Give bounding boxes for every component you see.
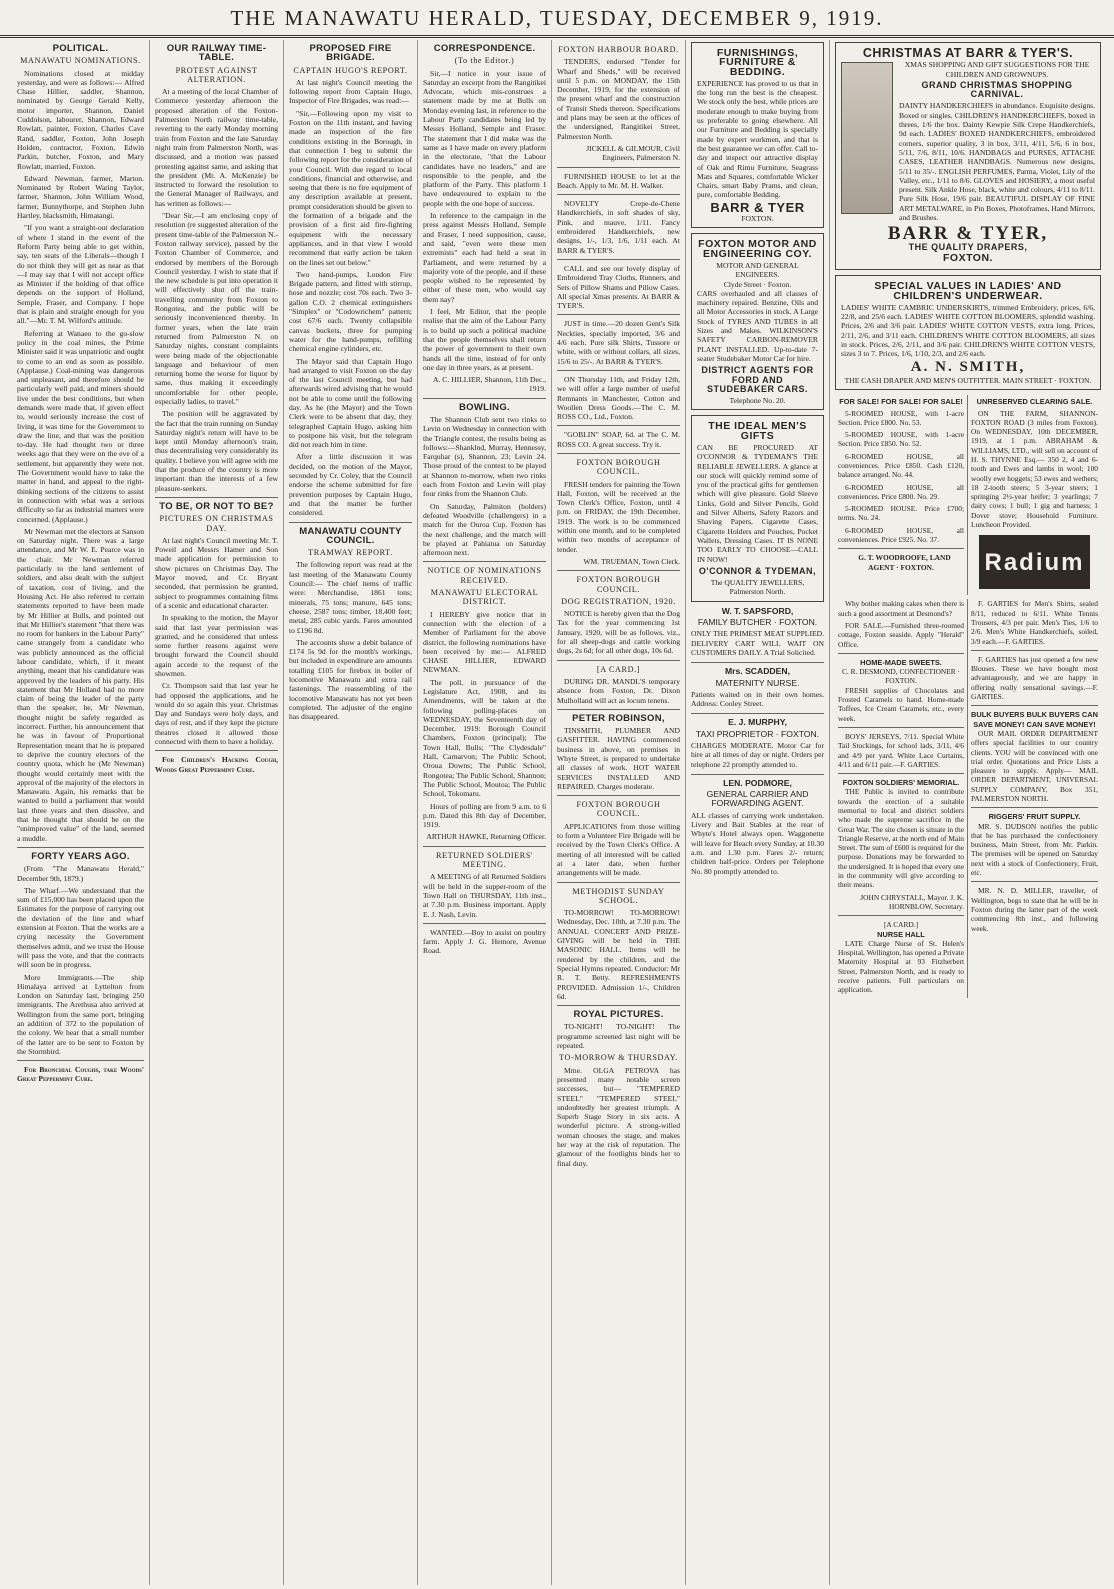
ad-body: ALL classes of carrying work undertaken. Livery and Bait Stables at the rear of Whyte's Hotel always open. Waggonette will leave for Beach every Sunday, at 10.30 a.m. and 1.30 p.m. Fares 2/- return; children half-price. Orders per Telephone No. 80 promptly attended to.	[691, 810, 824, 876]
divider	[838, 727, 964, 728]
article-paragraph: At a meeting of the local Chamber of Commerce yesterday afternoon the proposed alteration of the Foxton-Palmerston North railway time-table, reverting to the early Monday morning train from Foxton and the late Saturday night train from Palmerston North, was discussed, and a motion was passed protesting against same, and asking that the president (Mr. A. McKenzie) be instructed to forward the resolution to the General Manager of Railways, and has written as follows:—	[155, 87, 278, 208]
divider	[838, 653, 964, 654]
notice-heading: RETURNED SOLDIERS' MEETING.	[435, 850, 534, 870]
classified-ad: BOYS' JERSEYS, 7/11. Special White Tail Stockings, for school lads, 3/11, 4/6 and 4/9 per yard. White Lace Curtains, 4/11 and 6/11 pair.—F. GARTIES.	[838, 731, 964, 769]
section-heading: TO BE, OR NOT TO BE?	[159, 500, 274, 512]
card-heading: [A CARD.]	[596, 664, 641, 674]
article-paragraph: After a little discussion it was decided, on the motion of the Mayor, seconded by Cr. Coley, that the Council endorse the scheme submitted for fire prevention purposes by Captain Hugo, and that the matter be further considered.	[289, 452, 412, 518]
article-paragraph: The accounts show a debit balance of £174 5s 9d for the month's workings, but included in expenditure are amounts totalling £105 for firebox in boiler of locomotive Manawatu and extra rail fastenings. The reassembling of the locomotive Manawatu has not yet been completed. The adjuster of the engine has disappeared.	[289, 637, 412, 722]
article-paragraph: "Sir,—Following upon my visit to Foxton on the 11th instant, and having made an inspection of the fire conditions existing in the Borough, in that connection I beg to submit the following report for the consideration of your Council. With due regard to local conditions, financial and otherwise, and seeing that there is no fire equipment of any description available at present, prompt consideration should be given to the formation of a brigade and the provision of a first aid fire-fighting equipment with the necessary appliances, and in that view I would recommend that early action be taken on the lines set out below."	[289, 108, 412, 267]
signature: ARTHUR HAWKE, Returning Officer.	[426, 832, 546, 842]
divider	[838, 915, 964, 916]
divider	[557, 167, 680, 168]
article-paragraph: I feel, Mr Editor, that the people realise that the aim of the Labour Party is to build up such a political machine that the people themselves shall return the power of government to their own hands all the time, instead of for only one day in three years, as at present.	[423, 307, 546, 372]
ad-body: CHARGES MODERATE. Motor Car for hire at all times of day or night. Orders per telephone 22 promptly attended to.	[691, 741, 824, 769]
notice-heading: MANAWATU ELECTORAL DISTRICT.	[430, 588, 539, 607]
sale-section	[835, 395, 1101, 595]
santa-illustration	[841, 62, 893, 214]
divider	[971, 807, 1098, 808]
section-heading: MANAWATU COUNTY COUNCIL.	[299, 525, 402, 546]
ad-subtitle: FAMILY BUTCHER · FOXTON.	[697, 617, 818, 628]
lower-left-ads	[835, 599, 968, 997]
column-fire-brigade	[284, 40, 418, 1585]
classified-ad: JUST in time.—20 dozen Gent's Silk Neckties, specially imported, 3/6 and 4/6 each. Pure silk Shirts, Tussore or white, with or without collars, all sizes, 15/6 to 25/-. At BARR & TYER'S.	[557, 319, 680, 366]
section-heading: FORTY YEARS AGO.	[31, 850, 130, 862]
divider	[838, 773, 964, 774]
notice-paragraph: The poll, in pursuance of the Legislature Act, 1908, and its Amendments, will be taken at the following polling-places on WEDNESDAY, the Seventeenth day of December, 1919: Borough Council Chambers, Foxton (principal); The Town Hall, Bulls; "The Clydesdale" Hall, Carnarvon; The Public School, Oroua Downs; The Public School, Rongotea; The Public School, Shannon; The Public School, Moutoa; The Public School, Tokomaru.	[423, 677, 546, 799]
divider	[557, 370, 680, 371]
sale-listing: ON THE FARM, SHANNON-FOXTON ROAD (3 miles from Foxton). On WEDNESDAY, 10th DECEMBER, 1919, at 1 p.m. ABRAHAM & WILLIAMS, LTD., will sell on account of H. S. THYNNE Esq.— 350 2, 4 and 6-tooth and Ewes and lambs in wool; 100 woolly ewe hoggets; 53 ewes and wethers; 18 2-tooth steers; 5 3-year steers; 1 springing 2½-year heifer; 3 yearlings; 7 dairy cows; 1 bull; 1 gig and harness; 1 Dover stove; Household Furniture. Luncheon Provided.	[971, 408, 1098, 530]
divider	[423, 561, 546, 562]
section-heading: PROPOSED FIRE BRIGADE.	[309, 43, 392, 64]
ad-subtitle: MATERNITY NURSE.	[715, 677, 800, 688]
notice-heading: FOXTON BOROUGH COUNCIL.	[576, 800, 661, 819]
section-heading: POLITICAL.	[52, 43, 109, 54]
ad-subtitle: TAXI PROPRIETOR · FOXTON.	[695, 728, 820, 739]
ad-town: FOXTON.	[943, 251, 993, 264]
article-heading: PICTURES ON CHRISTMAS DAY.	[159, 514, 274, 533]
divider	[971, 705, 1098, 706]
fruit-heading: RIGGERS' FRUIT SUPPLY.	[988, 812, 1081, 822]
divider	[557, 882, 680, 883]
notice-paragraph: APPLICATIONS from those willing to form a Volunteer Fire Brigade will be received by the Town Clerk's Office. A meeting of all interested will be called at a later date, when further arrangements will be made.	[557, 821, 680, 878]
ad-tagline: THE CASH DRAPER AND MEN'S OUTFITTER. MAIN STREET · FOXTON.	[844, 375, 1092, 385]
article-heading: MANAWATU NOMINATIONS.	[20, 56, 141, 66]
notice-heading: FOXTON BOROUGH COUNCIL.	[576, 457, 661, 477]
classified-ad: F. GARTIES for Men's Shirts, sealed 8/11, reduced to 6/11. White Tennis Trousers, 4/3 per pair. Men's Ties, 1/6 to 2/6. Men's White Handkerchiefs, soiled, 3/9 each.—F. GARTIES.	[971, 599, 1098, 646]
memorial-heading: FOXTON SOLDIERS' MEMORIAL.	[842, 778, 960, 788]
ad-subtitle: XMAS SHOPPING AND GIFT SUGGESTIONS FOR THE CHILDREN AND GROWNUPS.	[904, 60, 1090, 79]
sale-listing: 6-ROOMED HOUSE, all conveniences. Price £850. Cash £120, balance arranged. No. 44.	[838, 451, 964, 480]
divider	[691, 774, 824, 775]
column-drapery-ads	[830, 40, 1106, 1585]
remedy-ad: For Children's Hacking Cough, Woods Great Peppermint Cure.	[155, 755, 278, 774]
sale-heading: UNRESERVED CLEARING SALE.	[976, 397, 1093, 407]
article-paragraph: More Immigrants.—The ship Himalaya arrived at Lyttelton from London on Saturday last, bringing 250 immigrants. The Arethusa also arrived at Wellington from the same port, bringing an addition of 372 to the population of the colony. We hear that a small number of the latter are to be sent to Foxton by the Stormbird.	[17, 972, 144, 1056]
article-heading: CAPTAIN HUGO'S REPORT.	[293, 65, 408, 75]
article-paragraph: Sir,—I notice in your issue of Saturday an excerpt from the Rangitikei Advocate, which mis-construes a statement made by me at Bulls on Monday evening last, in reference to the Labour Party candidates being led by Messrs Holland, Semple and Fraser. The statement that I did make was the same as I have made on every platform in the electorate, "that the Labour candidates have no leaders," and are responsible to the people, and the platform of the Party. This platform I have endeavoured to explain to the people with the one hope of success.	[423, 68, 546, 208]
classified-ad: ON Thursday 11th, and Friday 12th, we will offer a large number of useful Remnants in Manchester, Cotton and Woollen Dress Goods.—The C. M. ROSS CO., Ltd., Foxton.	[557, 374, 680, 422]
notice-heading: FOXTON HARBOUR BOARD.	[558, 45, 679, 54]
divider	[423, 846, 546, 847]
article-heading: PROTEST AGAINST ALTERATION.	[175, 65, 258, 84]
business-paragraph: TINSMITH, PLUMBER AND GASFITTER. HAVING commenced business in above, on premises in Whyte Street, is prepared to undertake all classes of work. HOT WATER SERVICES INSTALLED AND REPAIRED. Charges moderate.	[557, 726, 680, 791]
ad-subtitle: GENERAL CARRIER AND FORWARDING AGENT.	[706, 789, 809, 809]
notice-heading: TO-MORROW & THURSDAY.	[559, 1053, 678, 1063]
article-paragraph: The position will be aggravated by the fact that the train running on Sunday Saturday night's return will have to be kept until Monday afternoon's train, thus decentralising very considerably its quality. I believe you will agree with me that the produce of the country is more important than the interests of a few pleasure-seekers.	[155, 409, 278, 493]
signature: A. C. HILLIER, Shannon, 11th Dec., 1919.	[433, 375, 546, 394]
notice-paragraph: THE Public is invited to contribute towards the erection of a suitable memorial to local and district soldiers who made the supreme sacrifice in the Great War. The site chosen is situate in the Triangle Reserve, at the north end of Main Street. The sum of £600 is required for the purpose. Donations may be forwarded to the undersigned. It is hoped that every one in the community will give according to their means.	[838, 787, 964, 890]
sale-listing: 5-ROOMED HOUSE, with 1-acre Section. Price £800. No. 53.	[838, 408, 964, 427]
notice-paragraph: A MEETING of all Returned Soldiers will be held in the supper-room of the Town Hall on THURSDAY, 11th inst., at 7.30 p.m. Business important. Apply E. J. Nash, Levin.	[423, 872, 546, 919]
classified-ad: MR. S. DUDSON notifies the public that he has purchased the confectionery business, Main Street, from Mr. Parkin. The premises will be opened on Saturday next with a stock of Confectionery, Fruit, etc.	[971, 821, 1098, 878]
ad-agents: DISTRICT AGENTS FOR FORD AND STUDEBAKER CARS.	[701, 365, 814, 394]
classified-ad: MR. N. D. MILLER, traveller, of Wellington, begs to state that he will be in Foxton during the latter part of the week commencing 8th inst., and following week.	[971, 886, 1098, 933]
christmas-ad	[835, 42, 1101, 270]
divider	[838, 548, 964, 549]
nurse-ad	[691, 667, 824, 708]
signature: WM. TRUEMAN, Town Clerk.	[583, 556, 680, 566]
ad-body: ONLY THE PRIMEST MEAT SUPPLIED. DELIVERY CART WILL WAIT ON CUSTOMERS DAILY. A Trial Solicited.	[691, 629, 824, 657]
ad-title: W. T. SAPSFORD,	[721, 605, 794, 616]
ad-address: Clyde Street · Foxton.	[723, 279, 792, 289]
article-heading: (To the Editor.)	[454, 56, 515, 66]
divider	[557, 1005, 680, 1006]
furnishings-ad	[691, 42, 824, 228]
sale-listing: 5-ROOMED HOUSE, with 1-acre Section. Price £850. No. 52.	[838, 430, 964, 449]
notice-paragraph: Hours of polling are from 9 a.m. to 6 p.m. Dated this 8th day of December, 1919.	[423, 801, 546, 830]
classified-ad: FURNISHED HOUSE to let at the Beach. Apply to Mr. M. H. Walker.	[557, 171, 680, 190]
article-paragraph: Mr Newman met the electors at Sanson on Saturday night. There was a large attendance, and Mr W. E. Pearce was in the chair. Mr Newman referred particularly to the land settlement of soldiers, and also dealt with the subject of taxation, cost of living, and the Housing Act. He also referred to certain statements reported to have been made by Mr Hillier at Bulls, and pointed out that Mr Hillier's statement "that there was no room for bankers in the Labour Party" came strangely from a candidate who was publicly announced as the official labour candidate, which, if it meant anything, meant that his candidature was approved by the leaders of his party. His statement that Mr Holland had no more claim of being the leader of the party than the speaker, he, Mr Newman, thought might be safely regarded as incorrect. Further, his announcement that he was in favour of Proportional Representation meant that he is prepared to deprive the country electors of the country quota, which he (Mr Newman) thought would certainly meet with the approval of the majority of the electors in Manawatu. Again, his remarks that he wanted to build a parliament that would last three years and then dissolve, and that he thought that should be on the "unimproved value" of the land, seemed a muddle.	[17, 526, 144, 843]
ad-body: CAN BE PROCURED AT O'CONNOR & TYDEMAN'S THE RELIABLE JEWELLERS. A glance at our stock will quickly remind some of you of the practical gifts for gentlemen which will give pleasure. Gold Sleeve Links, Gold and Silver Pencils, Gold and Silver Alberts, Safety Razors and Shaving Papers, Cigarette Cases, Cigarette Holders and Pouches, Pocket Wallets, Dressing Cases. IT IS NONE TOO EARLY TO CHOOSE—CALL IN NOW!	[697, 442, 818, 564]
notice-paragraph: TENDERS, endorsed "Tender for Wharf and Sheds," will be received until 5 p.m. on MONDAY, the 15th December, 1919, for the extension of the present wharf and the construction of Transit Sheds thereon. Specifications and plans may be seen at the offices of the undersigned, Rangitikei Street, Palmerston North.	[557, 57, 680, 141]
classified-ad: Why bother making cakes when there is such a good assortment at Desmond's?	[838, 599, 964, 618]
sale-listing: 6-ROOMED HOUSE, all conveniences. Price £800. No. 29.	[838, 482, 964, 501]
classified-ad: OUR MAIL ORDER DEPARTMENT offers special facilities to our country clients. YOU will be convinced with one trial order. Quotations and Price Lists a pleasure to supply. Apply— MAIL ORDER DEPARTMENT, UNIVERSAL SUPPLY COMPANY, Box 351, PALMERSTON NORTH.	[971, 728, 1098, 803]
ad-title: Mrs. SCADDEN,	[725, 666, 790, 677]
taxi-ad	[691, 718, 824, 768]
ad-title: SPECIAL VALUES IN LADIES' AND CHILDREN'S UNDERWEAR.	[874, 280, 1062, 302]
article-paragraph: (From "The Manawatu Herald," December 9th, 1879.)	[17, 864, 144, 883]
article-heading: TRAMWAY REPORT.	[308, 548, 393, 558]
masthead	[0, 0, 1114, 38]
divider	[971, 881, 1098, 882]
ad-telephone: Telephone No. 20.	[729, 396, 786, 406]
ad-town: FOXTON.	[741, 214, 774, 224]
notice-paragraph: NOTICE is hereby given that the Dog Tax for the year commencing 1st January, 1920, will be as follows, viz., for all sheep-dogs and cattle working dogs, 2s 6d; for all other dogs, 10s 6d.	[557, 609, 680, 656]
divider	[557, 795, 680, 796]
article-paragraph: "If you want a straight-out declaration of where I stand in the event of the Reform Party being able to get within, say, ten seats of the Liberals—though I do not think they will get as near as that—I may say that I will not accept office as Minister if the holding of that office depends on the support of Holland, Semple, Fraser, and Company. I hope that is plain and straight enough for you all."—Mr. T. M. Wilford's attitude.	[17, 223, 144, 326]
divider	[557, 453, 680, 454]
classified-ad: WANTED.—Boy to assist on poultry farm. Apply J. G. Hemore, Avenue Road.	[423, 927, 546, 956]
classified-ad: NOVELTY Crepe-de-Chene Handkerchiefs, in soft shades of sky, Pink, and mauve, 1/11. Fancy embroidered Handkerchiefs, new designs, 1/-, 1/3, 1/6, 1/11 each. At BARR & TYER'S.	[557, 199, 680, 255]
lower-right-ads	[968, 599, 1101, 997]
ad-body: CARS overhauled and all classes of machinery repaired. Benzine, Oils and all Motor Accessories in stock. A Large Stock of TYRES AND TUBES in all Sizes and Makes. WILKINSON'S SAFETY CARBON-REMOVER PLANT INSTALLED. Up-to-date 7-seater Studebaker Motor Car for hire.	[697, 288, 818, 363]
ad-tagline: THE QUALITY DRAPERS,	[908, 241, 1028, 252]
divider	[557, 425, 680, 426]
ad-title: E. J. MURPHY,	[728, 717, 787, 728]
divider	[17, 1060, 144, 1061]
classified-ad: FOR SALE.—Furnished three-roomed cottage, Foxton seaside. Apply "Herald" Office.	[838, 620, 964, 649]
newspaper-title: THE MANAWATU HERALD, TUESDAY, DECEMBER 9, 1919.	[230, 6, 884, 30]
ad-business-name: A. N. SMITH,	[910, 358, 1026, 375]
column-correspondence	[418, 40, 552, 1585]
ad-title: FOXTON MOTOR AND ENGINEERING COY.	[698, 238, 817, 260]
divider	[17, 847, 144, 848]
ad-title: LEN. PODMORE,	[723, 777, 792, 788]
business-heading: PETER ROBINSON,	[572, 712, 665, 724]
divider	[691, 713, 824, 714]
ad-carnival: GRAND CHRISTMAS SHOPPING CARNIVAL.	[921, 79, 1073, 100]
divider	[557, 259, 680, 260]
jewellers-ad	[691, 415, 824, 601]
classified-ad: "GOBLIN" SOAP, 6d. at The C. M. ROSS CO. A great success. Try it.	[557, 430, 680, 449]
divider	[155, 750, 278, 751]
divider	[423, 398, 546, 399]
section-heading: BOWLING.	[459, 401, 510, 413]
article-paragraph: In speaking to the motion, the Mayor said that last year permission was granted, and he considered that unless some further reasons against were brought forward the Council should again accede to the request of the showmen.	[155, 613, 278, 678]
notice-heading: METHODIST SUNDAY SCHOOL.	[572, 886, 665, 905]
ad-body: LADIES' WHITE CAMBRIC UNDERSKIRTS, trimmed Embroidery, prices, 6/6, 22/8, and 25/6 each. LADIES' WHITE COTTON BLOOMERS, splendid washing. Prices, 2/6 and 3/6 pair. LADIES' WHITE COTTON VESTS, extra long. Prices, 2/11, 2/6, and 3/11 each. CHILDREN'S WHITE COTTON BLOOMERS, all sizes in stock. Prices, 2/6, 2/11, and 3/6 pair. CHILDREN'S WHITE COTTON VESTS, sizes 3 to 7. Prices, 1/6, 1/10, 2/3, and 2/6 each.	[841, 302, 1095, 359]
sale-heading: FOR SALE! FOR SALE! FOR SALE!	[839, 397, 963, 407]
article-paragraph: The Wharf.—We understand that the sum of £15,000 has been placed upon the Estimates for the purpose of carrying out the deviation of the line and wharf extension at Foxton. That the works are a crying necessity the Government themselves admit, and we trust the House will pass the vote, and that the contracts will soon be in progress.	[17, 885, 144, 970]
land-agent: G. T. WOODROOFE, LAND AGENT · FOXTON.	[858, 553, 951, 572]
sale-listing: 5-ROOMED HOUSE. Price £700; terms. No. 24.	[838, 504, 964, 523]
notice-paragraph: TO-NIGHT! TO-NIGHT! The programme screened last night will be repeated.	[557, 1022, 680, 1051]
houses-for-sale	[835, 395, 968, 595]
article-paragraph: The Shannon Club sent two rinks to Levin on Wednesday in connection with the Triangle contest, the results being as follows:—Shanklnd, Murray, Hennessy, Farquhar (s), Shannon, 23; Levin 24. Those proud of the contest to be played at Shannon to-morrow, when two rinks each from Foxton and Levin will play four rinks from the Shannon Club.	[423, 414, 546, 499]
column-political	[12, 40, 150, 1585]
ad-body: DAINTY HANDKERCHIEFS in abundance. Exquisite designs. Boxed or singles. CHILDREN'S HANDKERCHIEFS, boxed in threes, 1/6 the box. Dainty Kewpie Silk Crepe Handkerchiefs, 9d each. LADIES' BOXED HANDKERCHIEFS, embroidered corners, superior quality, 3 in box, 3/11, 4/11, 5/6, 6 in box, 5/11, 7/6, 8/11, 10/6. HANDBAGS and PURSES, ATTACHE CASES, LEATHER HANDBAGS. Numerous new designs, 5/11 to 35/-. ENGLISH PERFUMES, Parma, Violet, Lily of the Valley, etc., 1/11 to 8/6. GLOVES and HOSIERY, a most useful present. Silk Ankle Hose, black, white and colours, 4/11 to 8/11. Pure Silk Hose, 19/6 pair. BEAUTIFUL DISPLAY OF FINE ART METALWARE, in Pin Boxes, Photoframes, Hand Mirrors, and Brushes.	[899, 101, 1095, 223]
section-heading: OUR RAILWAY TIME-TABLE.	[166, 43, 267, 64]
lower-ads	[835, 599, 1101, 997]
article-paragraph: At last night's Council meeting the following report from Captain Hugo, Inspector of Fire Brigades, was read:—	[289, 77, 412, 106]
notice-paragraph: Mme. OLGA PETROVA has presented many notable screen successes, but— "TEMPERED STEEL" "TEMPERED STEEL" undoubtedly her greatest triumph. A Superb Stage Story in six acts. A wonderful picture. A strong-willed woman chooses the stage, and makes her way at the risk of reputation. The glamour of the footlights binds her to final duty.	[557, 1065, 680, 1168]
notice-paragraph: DURING DR. MANDL'S temporary absence from Foxton, Dr. Dixon Mulholland will act as locum tenens.	[557, 676, 680, 705]
classified-ad: CALL and see our lovely display of Embroidered Tray Cloths, Runners, and Sets of Pillow Shams and Pillow Cases. All special Xmas presents. At BARR & TYER'S.	[557, 263, 680, 311]
column-business-ads	[686, 40, 830, 1585]
notice-heading: DOG REGISTRATION, 1920.	[561, 596, 676, 606]
column-railway	[150, 40, 284, 1585]
article-paragraph: "Dear Sir,—I am enclosing copy of resolution (re suggested alteration of the present time-table of the Palmerston N.-Foxton railway service), passed by the Foxton Chamber of Commerce, and endorsed by members of the Borough Council yesterday. I wish to state that if the new schedule is put into operation it will effectively shut off the train-travelling community from Foxton to Rongotea, and the public will be seriously inconvenienced thereby. In former years, when the late train returned from Palmerston N. on Saturday nights, constant complaints were being made of the objectionable language and behaviour of men returning home the worse for liquor by same, thus making it exceedingly uncomfortable for other people, especially ladies, to travel."	[155, 211, 278, 406]
ad-body: Patients waited on in their own homes. Address: Cooley Street.	[691, 689, 824, 709]
divider	[557, 194, 680, 195]
underwear-ad	[835, 275, 1101, 390]
notice-paragraph: TO-MORROW! TO-MORROW! Wednesday, Dec. 10th, at 7.30 p.m. The ANNUAL CONCERT AND PRIZE-GIVING will be held in THE MASONIC HALL. Items will be rendered by the children, and the Special Hymns repeated. Conductor: Mr R. T. Betty. REFRESHMENTS PROVIDED. Admission 1/-, Children 6d.	[557, 908, 680, 1001]
radium-logo: Radium	[979, 535, 1090, 589]
divider	[423, 923, 546, 924]
divider	[557, 660, 680, 661]
motor-engineering-ad	[691, 233, 824, 410]
confectioner: C. R. DESMOND, CONFECTIONER · FOXTON.	[841, 667, 961, 686]
divider	[971, 650, 1098, 651]
divider	[155, 497, 278, 498]
divider	[557, 709, 680, 710]
butcher-ad	[691, 607, 824, 657]
article-paragraph: Two hand-pumps, London Fire Brigade pattern, and fitted with stirrup, hose and nozzle; cost 70s each. Two 3-gallon C.O. 2 chemical extinguishers "Simplex" or "Codowrichem" pattern; cost 67/6 each. Twenty collapsible canvas buckets, three for pumping water for the hand-pumps, refilling chemical engine cylinders, etc.	[289, 269, 412, 354]
ad-business-name: O'CONNOR & TYDEMAN,	[698, 565, 817, 576]
ad-title: FURNISHINGS, FURNITURE & BEDDING.	[716, 47, 799, 78]
divider	[557, 570, 680, 571]
article-paragraph: Edward Newman, farmer, Marton. Nominated by Robert Waring Taylor, farmer, Shannon, John William Wood, farmer, Bunnythorpe, and Stephen John Hartley, blacksmith, Himatangi.	[17, 173, 144, 221]
article-paragraph: Cr. Thompson said that last year he had opposed the applications, and he would do so again this year. Christmas Day and Sundays were holy days, and days of rest, and if they kept the picture theatres closed it allowed those connected with them to have a holiday.	[155, 681, 278, 747]
divider	[289, 522, 412, 523]
card-heading: [A CARD.]	[883, 920, 919, 930]
notice-paragraph: I HEREBY give notice that in connection with the election of a Member of Parliament for the above district, the following nominations have been received by me:— ALFRED CHASE HILLIER, EDWARD NEWMAN.	[423, 609, 546, 675]
section-heading: CORRESPONDENCE.	[433, 43, 536, 54]
article-paragraph: At last night's Council meeting Mr. T. Poweil and Messrs Hamer and Son made application for permission to show pictures on Christmas Day. The Mayor moved, and Cr. Bryant seconded, that permission be granted, subject to programmes containing films of a scenic and educational character.	[155, 535, 278, 610]
remedy-ad: For Bronchial Coughs, take Woods' Great Peppermint Cure.	[17, 1065, 144, 1084]
nurse-heading: NURSE HALL	[877, 929, 925, 939]
article-paragraph: The Mayor said that Captain Hugo had arranged to visit Foxton on the day of the last Council meeting, but had afterwards wired advising that he would not be able to come until the following day. As he (the Mayor) and the Town Clerk were to be absent that day, they telegraphed Captain Hugo, asking him to postpone his visit, but the telegram did not reach him in time.	[289, 356, 412, 450]
sale-listing: 6-ROOMED HOUSE, all conveniences. Price £925. No. 37.	[838, 525, 964, 545]
clearing-sale	[968, 395, 1101, 595]
business-heading: ROYAL PICTURES.	[573, 1009, 664, 1021]
notice-paragraph: LATE Charge Nurse of St. Helen's Hospital, Wellington, has opened a Private Maternity Hospital at 93 Fitzherbert Street, Palmerston North, and is ready to receive patients. Full particulars on application.	[838, 938, 964, 995]
notice-heading: NOTICE OF NOMINATIONS RECEIVED.	[427, 566, 542, 585]
bulk-buyers-heading: BULK BUYERS BULK BUYERS CAN SAVE MONEY! CAN SAVE MONEY!	[971, 710, 1098, 729]
notice-heading: FOXTON BOROUGH COUNCIL.	[576, 575, 661, 594]
ad-business-name: BARR & TYER	[710, 199, 805, 215]
ad-tagline: The QUALITY JEWELLERS, Palmerston North.	[710, 578, 805, 597]
ad-title: THE IDEAL MEN'S GIFTS	[708, 420, 807, 442]
signature: JICKELL & GILMOUR, Civil Engineers, Palmerston N.	[586, 143, 680, 163]
classified-ad: F. GARTIES has just opened a few new Blouses. These we have bought most advantageously, and we are happy in offering really sensational savings.—F. GARTIES.	[971, 654, 1098, 702]
ad-subtitle: MOTOR AND GENERAL ENGINEERS.	[716, 260, 799, 280]
sweets-heading: HOME-MADE SWEETS.	[860, 657, 942, 667]
divider	[691, 662, 824, 663]
ad-title: CHRISTMAS AT BARR & TYER'S.	[862, 46, 1074, 60]
divider	[557, 314, 680, 315]
article-paragraph: Referring at Wanaeo to the go-slow policy in the coal mines, the Prime Minister said it was unpatriotic and ought to come to an end as soon as possible. (Applause.) Coal-mining was dangerous and unpleasant, and therefore should be particularly well paid, and miners should live under the best conditions, but when demands were made that, if given effect to, would seriously increase the cost of living, it was time for the Government to draw the line, and that was the position to-day. He had thought two or three weeks ago that they were on the eve of a settlement, but apparently they were not. The Government would have to take the matter in hand, and appeal to the right-thinking sections of the citizens to assist in connection with what was a serious difficulty so far as industrial matters were concerned. (Applause.)	[17, 328, 144, 524]
classified-ad: FRESH supplies of Chocolates and Frosted Caramels to hand. Home-made Toffees, Ice Cream Caramels, etc., every week.	[838, 685, 964, 723]
article-paragraph: On Saturday, Palmiton (holders) defeated Woodville (challengers) in a match for the Ouroa Cup. Foxton has the next challenge, and the match will be played at Pahiatua on Saturday afternoon next.	[423, 501, 546, 558]
column-notices	[552, 40, 686, 1585]
carrier-ad	[691, 779, 824, 876]
article-paragraph: In reference to the campaign in the press against Messrs Holland, Semple and Fraser, I need supposition, cause, and said, "even were these men extremists" each had held a seat in Parliament, and were returned by a majority vote of the people, and if these people wished to be represented by either of these men, who would say them nay?	[423, 211, 546, 304]
ad-body: EXPERIENCE has proved to us that in the long run the best is the cheapest. We stock only the best, while prices are moderate enough to make buying from us preferable to going elsewhere. All our Furniture and Bedding is specially made by expert workmen, and that is the best guarantee we can offer. Call to-day and inspect our attractive display of Oak and Rimu Furniture, Seagrass Mats and Squares, comfortable Wicker Chairs, smart Baby Prams, and clean, pure, comfortable Bedding.	[697, 78, 818, 200]
article-paragraph: Nominations closed at midday yesterday, and were as follows:— Alfred Chase Hillier, saddler, Shannon, nominated by George Gerald Kelly, motor importer, Shannon, Daniel Cuddolson, labourer, Shannon, Edward Rowlatt, painter, Foxton, Charles Cave Rand, saddler, Foxton, John Joseph Holden, contractor, Foxton, Edwin Parkin, butcher, Foxton, and Mary Rowlatt, married, Foxton.	[17, 68, 144, 171]
article-paragraph: The following report was read at the last meeting of the Manawatu County Council:— The chief items of traffic were: Merchandise, 1861 tons; minerals, 75 tons; manure, 645 tons; cheese, 2587 tons; timber, 18,400 feet; metal, 285 cubic yards. Fares amounted to £196 8d.	[289, 560, 412, 635]
signature: JOHN CHRYSTALL, Mayor. J. K. HORNBLOW, Secretary.	[860, 892, 964, 911]
notice-paragraph: FRESH tenders for painting the Town Hall, Foxton, will be received at the Town Clerk's Office, Foxton, until 4 p.m. on FRIDAY, the 19th December, 1919. The work is to be commenced within one month, and to be completed within two months of acceptance of tender.	[557, 479, 680, 554]
ad-business-name: BARR & TYER,	[887, 223, 1049, 245]
page-columns	[12, 40, 1106, 1585]
